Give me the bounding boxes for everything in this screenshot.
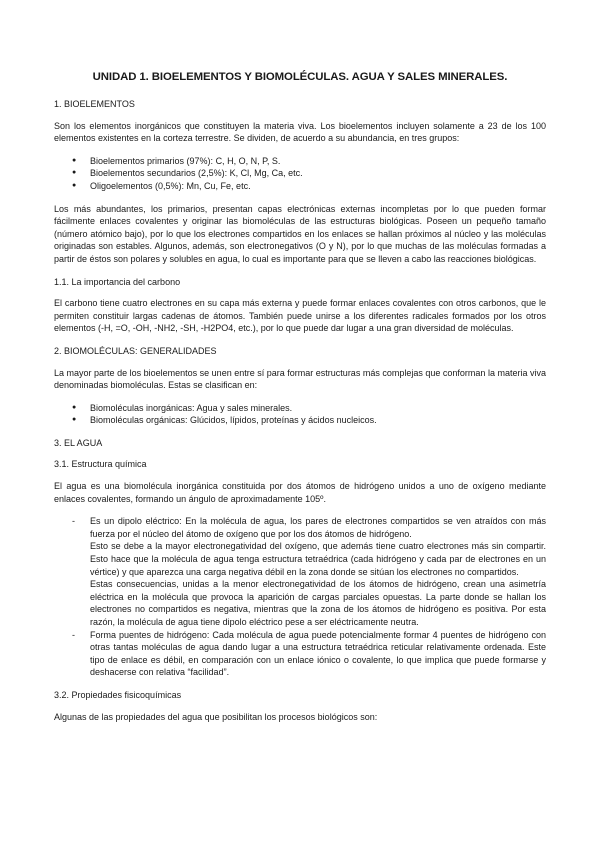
carbono-paragraph: El carbono tiene cuatro electrones en su capa más externa y puede formar enlaces covalentes con otros carbonos, que le permiten constituir largas cadenas de átomos. También puede unirse a los diferentes radicales formados por los otros elementos (-H, =O, -OH, -NH2, -SH, -H2PO4, etc.), por lo que puede dar lugar a una gran diversidad de moléculas.	[54, 298, 546, 334]
propiedades-intro: Algunas de las propiedades del agua que posibilitan los procesos biológicos son:	[54, 711, 378, 722]
document-title: UNIDAD 1. BIOELEMENTOS Y BIOMOLÉCULAS. AGUA Y SALES MINERALES.	[92, 71, 508, 83]
section-heading-biomoleculas: 2. BIOMOLÉCULAS: GENERALIDADES	[54, 345, 217, 356]
list-item	[90, 167, 546, 180]
biomolecule-types-list	[54, 402, 546, 427]
list-item: ● Biomoléculas orgánicas: Glúcidos, lípidos, proteínas y ácidos nucleicos.	[90, 414, 546, 427]
bioelement-groups-list	[54, 155, 546, 193]
list-item-puentes	[90, 629, 546, 679]
list-item: ● Biomoléculas inorgánicas: Agua y sales minerales.	[90, 402, 546, 415]
section-heading-agua: 3. EL AGUA	[54, 437, 103, 448]
bioelementos-paragraph: Los más abundantes, los primarios, presentan capas electrónicas externas incompletas por lo que pueden formar fácilmente enlaces covalentes y originar las biomoléculas de las estructuras biológicas. Poseen un pequeño tamaño (número atómico bajo), por lo que los electrones compartidos en los enlaces se hallan próximos al núcleo y las moléculas originadas son estables. Algunos, además, son electronegativos (O y N), por lo que muchas de las moléculas formadas a partir de éstos son polares y solubles en agua, lo cual es importante para que se lleven a cabo las reacciones biológicas.	[54, 203, 546, 264]
group-label: Oligoelementos (0,5%):	[90, 180, 187, 191]
water-properties-list	[54, 515, 546, 679]
puentes-text: - Forma puentes de hidrógeno: Cada molécula de agua puede potencialmente formar 4 puentes de hidrógeno con otras tantas moléculas de agua dando lugar a una estructura tetraédrica reticular relativamente ordenada. Este tipo de enlace es débil, en comparación con un enlace iónico o covalente, lo que implica que puede formarse y deshacerse con relativa “facilidad”.	[90, 629, 546, 678]
group-value: K, Cl, Mg, Ca, etc.	[229, 168, 303, 179]
group-label: Bioelementos primarios (97%):	[90, 155, 216, 166]
subsection-heading-propiedades: 3.2. Propiedades fisicoquímicas	[54, 689, 182, 700]
group-label: Bioelementos secundarios (2,5%):	[90, 168, 230, 179]
dipolo-text-b: Esto se debe a la mayor electronegatividad del oxígeno, que además tiene cuatro electrones más sin compartir. Esto hace que la molécula de agua tenga estructura tetraédrica (cada hidrógeno y cada par de electrones en un vértice) y que aparezca una carga negativa débil en la zona donde se sitúan los electrones no compartidos.	[90, 541, 546, 577]
dipolo-text-a: - Es un dipolo eléctrico: En la molécula de agua, los pares de electrones compartidos se ven atraídos con más fuerza por el núcleo del átomo de oxígeno que por los dos átomos de hidrógeno.	[90, 516, 546, 539]
biomoleculas-intro: La mayor parte de los bioelementos se unen entre sí para formar estructuras más complejas que conforman la materia viva denominadas biomoléculas. Estas se clasifican en:	[54, 367, 546, 391]
group-value: Mn, Cu, Fe, etc.	[186, 180, 251, 191]
list-item	[90, 155, 546, 168]
section-heading-bioelementos: 1. BIOELEMENTOS	[54, 99, 135, 109]
group-value: C, H, O, N, P, S.	[215, 155, 281, 166]
agua-intro: El agua es una biomolécula inorgánica constituida por dos átomos de hidrógeno unidos a uno de oxígeno mediante enlaces covalentes, formando un ángulo de aproximadamente 105º.	[54, 481, 546, 504]
section-heading-carbono: 1.1. La importancia del carbono	[54, 276, 181, 287]
bioelementos-intro: Son los elementos inorgánicos que constituyen la materia viva. Los bioelementos incluyen solamente a 23 de los 100 elementos existentes en la corteza terrestre. Se dividen, de acuerdo a su abundancia, en tres grupos:	[54, 120, 546, 144]
list-item-dipolo	[90, 515, 546, 628]
subsection-heading-estructura: 3.1. Estructura química	[54, 459, 147, 470]
dipolo-text-c: Estas consecuencias, unidas a la menor electronegatividad de los átomos de hidrógeno, crean una asimetría eléctrica en la molécula que provoca la aparición de cargas parciales opuestas. La parte donde se hallan los electrones no compartidos es negativa, mientras que la zona de los átomos de hidrógeno es positiva. Por esta razón, la molécula de agua tiene dipolo eléctrico pese a ser eléctricamente neutra.	[90, 579, 546, 627]
list-item	[90, 180, 546, 193]
